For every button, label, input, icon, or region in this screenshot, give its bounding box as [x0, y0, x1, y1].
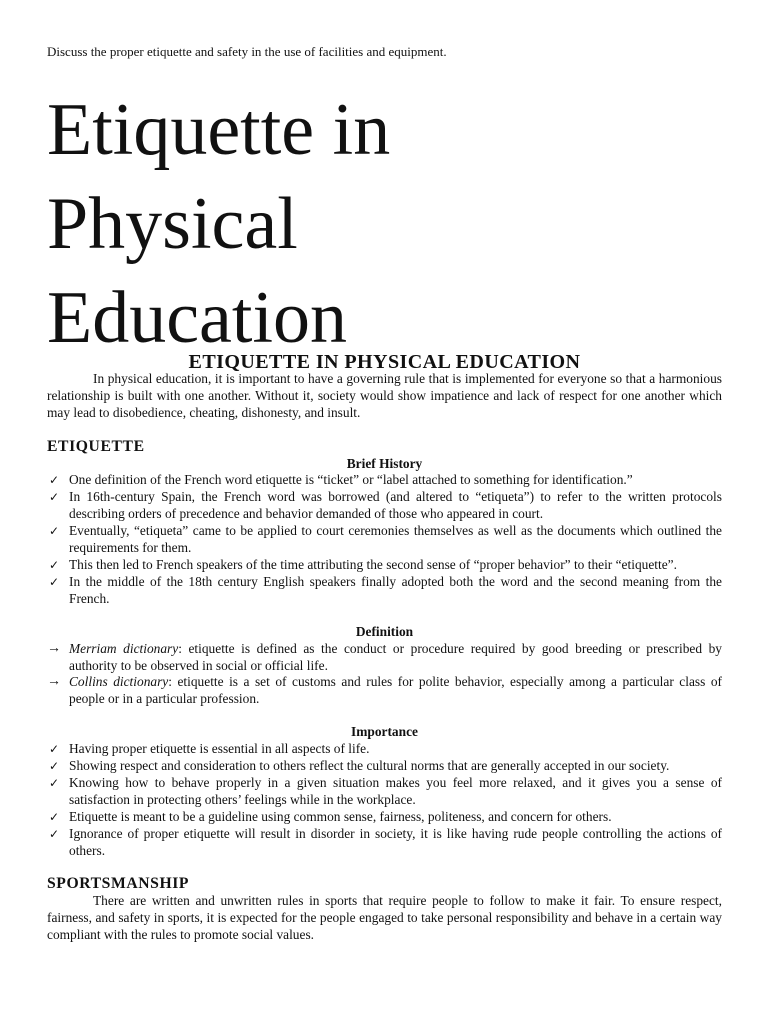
definition-source: Collins dictionary: [69, 674, 169, 690]
definition-heading: Definition: [355, 623, 414, 639]
check-icon: ✓: [49, 742, 60, 757]
check-icon: ✓: [49, 775, 60, 790]
document-body: [47, 351, 722, 944]
list-item: ✓ One definition of the French word etiquette is “ticket” or “label attached to something for identification.”: [49, 472, 633, 488]
check-icon: ✓: [49, 574, 60, 589]
list-item: ✓ Etiquette is meant to be a guideline using common sense, fairness, politeness, and concern for others.: [49, 808, 612, 824]
check-icon: ✓: [49, 809, 60, 824]
list-item: ✓ This then led to French speakers of the time attributing the second sense of “proper behavior” to their “etiquette”.: [49, 556, 677, 572]
intro-instruction: Discuss the proper etiquette and safety in the use of facilities and equipment.: [47, 44, 447, 59]
arrow-right-icon: →: [47, 640, 61, 656]
title-line-1: Etiquette in: [47, 89, 391, 171]
list-item: ✓ In 16th-century Spain, the French word was borrowed (and altered to “etiqueta”) to refer to the written protocols describing orders of precedence and behavior demanded of those who appeared in court.: [49, 489, 722, 522]
sportsmanship-paragraph: There are written and unwritten rules in sports that require people to follow to make it fair. To ensure respect, fairness, and safety in sports, it is expected for the people engaged to take personal responsibility and behave in a certain way compliant with the rules to promote social values.: [47, 893, 722, 943]
brief-history-heading: Brief History: [346, 455, 423, 471]
etiquette-heading: ETIQUETTE: [47, 437, 145, 455]
list-item: ✓ In the middle of the 18th century English speakers finally adopted both the word and the second meaning from the French.: [49, 573, 722, 606]
list-item: ✓ Having proper etiquette is essential in all aspects of life.: [49, 741, 370, 757]
check-icon: ✓: [49, 524, 60, 539]
brief-history-list: [47, 472, 722, 607]
arrow-right-icon: →: [47, 674, 61, 690]
definition-list: [47, 641, 722, 709]
sportsmanship-heading: SPORTSMANSHIP: [47, 875, 190, 893]
check-icon: ✓: [49, 490, 60, 505]
check-icon: ✓: [49, 473, 60, 488]
title-line-3: Education: [47, 277, 348, 359]
section-title: ETIQUETTE IN PHYSICAL EDUCATION: [188, 351, 581, 373]
list-item: ✓ Knowing how to behave properly in a given situation makes you feel more relaxed, and it gives you a sense of satisfaction in protecting others’ feelings while in the workplace.: [49, 774, 722, 807]
intro-paragraph: In physical education, it is important to have a governing rule that is implemented for everyone so that a harmonious relationship is built with one another. Without it, society would show impatience and lack of respect for one another which may lead to disobedience, cheating, dishonesty, and insult.: [47, 370, 722, 420]
check-icon: ✓: [49, 759, 60, 774]
list-item: → Merriam dictionary: etiquette is defined as the conduct or procedure required by good breeding or prescribed by authority to be observed in social or official life.: [47, 640, 722, 673]
page-title: [47, 83, 390, 365]
importance-heading: Importance: [351, 724, 418, 740]
importance-list: [47, 741, 722, 859]
definition-source: Merriam dictionary: [69, 640, 179, 656]
check-icon: ✓: [49, 826, 60, 841]
list-item: ✓ Showing respect and consideration to others reflect the cultural norms that are generally accepted in our society.: [49, 758, 670, 774]
list-item: ✓ Ignorance of proper etiquette will result in disorder in society, it is like having rude people controlling the actions of others.: [49, 825, 722, 858]
title-line-2: Physical: [47, 183, 298, 265]
check-icon: ✓: [49, 557, 60, 572]
list-item: → Collins dictionary: etiquette is a set of customs and rules for polite behavior, especially among a particular class of people or in a particular profession.: [47, 674, 722, 707]
list-item: ✓ Eventually, “etiqueta” came to be applied to court ceremonies themselves as well as the documents which outlined the requirements for them.: [49, 523, 722, 556]
